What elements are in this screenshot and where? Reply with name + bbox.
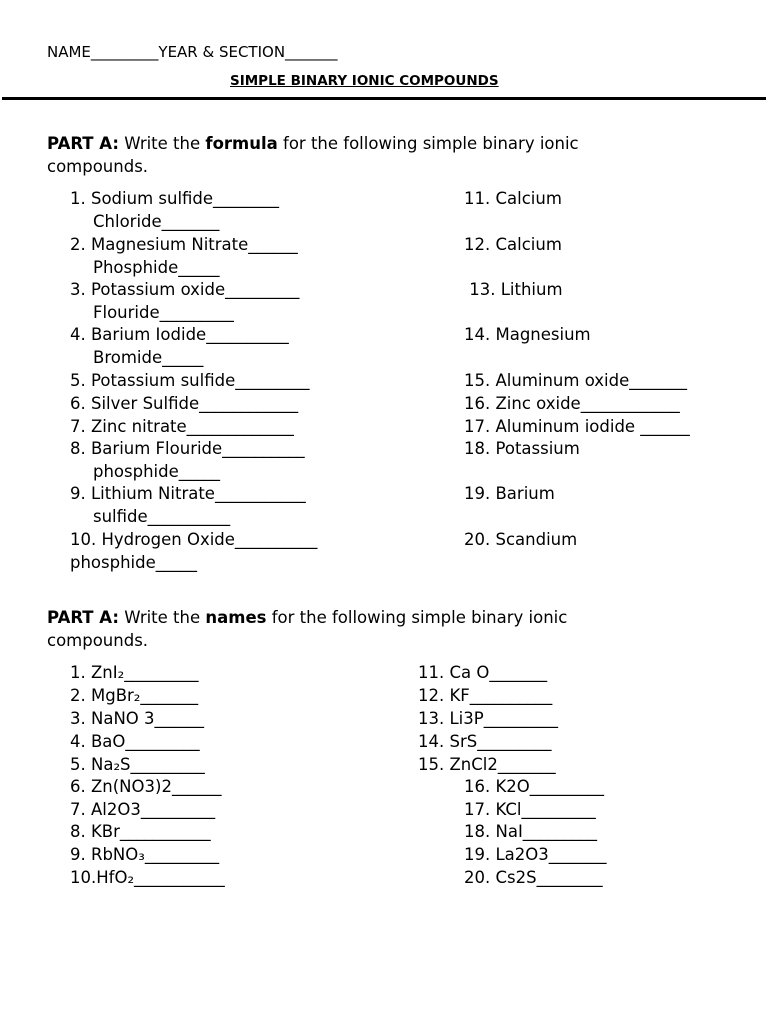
part-a-label: PART A: [47, 134, 119, 153]
formula-item: 11. Calcium [464, 189, 562, 208]
name-item: 7. Al2O3_________ [70, 800, 216, 819]
name-item: 17. KCl_________ [464, 800, 596, 819]
formula-item: 18. Potassium [464, 439, 580, 458]
name-item: 15. ZnCl2_______ [418, 755, 556, 774]
name-item: 18. NaI_________ [464, 822, 598, 841]
formula-item-continuation: sulfide__________ [93, 507, 231, 526]
formula-item: 2. Magnesium Nitrate______ [70, 235, 298, 254]
formula-item: 10. Hydrogen Oxide__________ [70, 530, 318, 549]
formula-item: 16. Zinc oxide____________ [464, 394, 680, 413]
formula-item-continuation: phosphide_____ [70, 553, 198, 572]
formula-item-continuation: Chloride_______ [93, 212, 220, 231]
name-item: 11. Ca O_______ [418, 663, 548, 682]
name-item: 1. ZnI₂_________ [70, 663, 199, 682]
part-b-instruction: PART A: Write the names for the following simple binary ionic [47, 608, 568, 627]
name-item: 19. La2O3_______ [464, 845, 607, 864]
formula-item: 12. Calcium [464, 235, 562, 254]
name-item: 13. Li3P_________ [418, 709, 558, 728]
formula-item: 9. Lithium Nitrate___________ [70, 484, 306, 503]
name-item: 20. Cs2S________ [464, 868, 603, 887]
name-year-section-line: NAME_________YEAR & SECTION_______ [47, 43, 338, 61]
name-item: 10.HfO₂___________ [70, 868, 225, 887]
formula-item-continuation: phosphide_____ [93, 462, 221, 481]
formula-item: 13. Lithium [464, 280, 563, 299]
name-item: 6. Zn(NO3)2______ [70, 777, 222, 796]
name-item: 16. K2O_________ [464, 777, 605, 796]
worksheet-title: SIMPLE BINARY IONIC COMPOUNDS [230, 73, 499, 89]
title-divider [2, 97, 766, 100]
name-item: 9. RbNO₃_________ [70, 845, 220, 864]
formula-item: 17. Aluminum iodide ______ [464, 417, 690, 436]
part-b-instruction-line2: compounds. [47, 631, 149, 650]
part-b-keyword: names [205, 608, 267, 627]
name-item: 2. MgBr₂_______ [70, 686, 199, 705]
formula-item: 5. Potassium sulfide_________ [70, 371, 310, 390]
formula-item: 20. Scandium [464, 530, 578, 549]
formula-item: 7. Zinc nitrate_____________ [70, 417, 294, 436]
formula-item: 1. Sodium sulfide________ [70, 189, 280, 208]
formula-item: 15. Aluminum oxide_______ [464, 371, 688, 390]
part-a-instruction: PART A: Write the formula for the following simple binary ionic [47, 134, 579, 153]
name-item: 8. KBr___________ [70, 822, 211, 841]
name-item: 14. SrS_________ [418, 732, 552, 751]
formula-item: 14. Magnesium [464, 325, 591, 344]
name-item: 12. KF__________ [418, 686, 553, 705]
part-a-instruction-line2: compounds. [47, 157, 149, 176]
formula-item: 6. Silver Sulfide____________ [70, 394, 299, 413]
part-b-label: PART A: [47, 608, 119, 627]
formula-item-continuation: Phosphide_____ [93, 258, 220, 277]
name-item: 4. BaO_________ [70, 732, 200, 751]
formula-item: 19. Barium [464, 484, 555, 503]
formula-item-continuation: Bromide_____ [93, 348, 204, 367]
formula-item: 3. Potassium oxide_________ [70, 280, 300, 299]
name-item: 5. Na₂S_________ [70, 755, 205, 774]
part-a-keyword: formula [205, 134, 278, 153]
name-item: 3. NaNO 3______ [70, 709, 205, 728]
formula-item: 4. Barium Iodide__________ [70, 325, 289, 344]
formula-item-continuation: Flouride_________ [93, 303, 234, 322]
formula-item: 8. Barium Flouride__________ [70, 439, 305, 458]
